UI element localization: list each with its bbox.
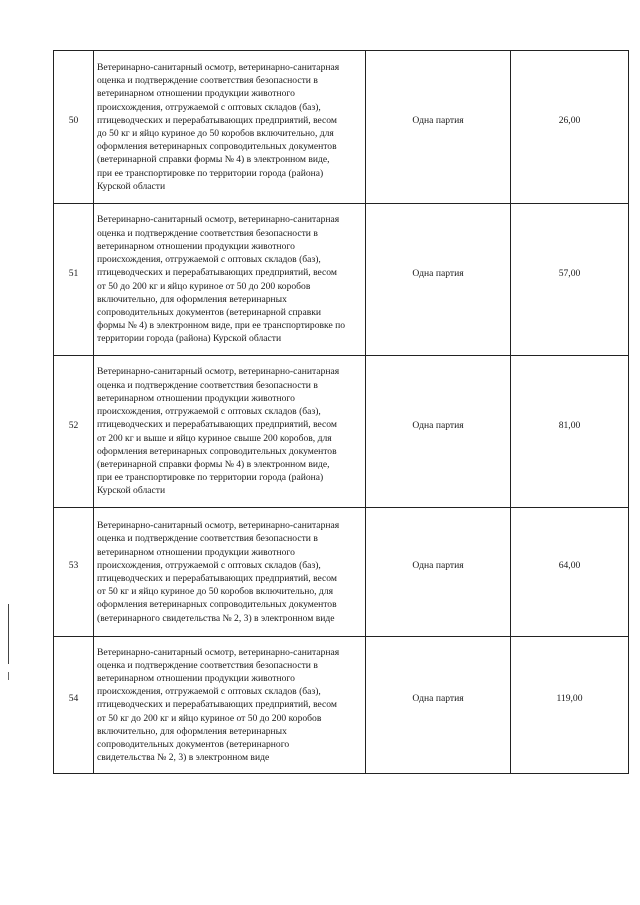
- table-row: [54, 508, 629, 637]
- scan-margin-mark: [8, 604, 9, 664]
- price-value: 119,00: [511, 637, 629, 774]
- row-number: 52: [54, 356, 94, 508]
- row-number: 53: [54, 508, 94, 637]
- service-description: Ветеринарно-санитарный осмотр, ветеринарно-санитарная оценка и подтверждение соответствия безопасности в ветеринарном отношении продукции животного происхождения, отгружаемой с оптовых складов (баз), птицеводческих и перерабатывающих предприятий, весом от 50 до 200 кг и яйцо куриное от 50 до 200 коробов включительно, для оформления ветеринарных сопроводительных документов (ветеринарной справки формы № 4) в электронном виде, при ее транспортировке по территории города (района) Курской области: [94, 204, 366, 356]
- price-value: 26,00: [511, 51, 629, 204]
- service-description: Ветеринарно-санитарный осмотр, ветеринарно-санитарная оценка и подтверждение соответствия безопасности в ветеринарном отношении продукции животного происхождения, отгружаемой с оптовых складов (баз), птицеводческих и перерабатывающих предприятий, весом до 50 кг и яйцо куриное до 50 коробов включительно, для оформления ветеринарных сопроводительных документов (ветеринарной справки формы № 4) в электронном виде, при ее транспортировке по территории города (района) Курской области: [94, 51, 366, 204]
- unit-of-measure: Одна партия: [366, 356, 511, 508]
- table-row: [54, 356, 629, 508]
- price-value: 81,00: [511, 356, 629, 508]
- service-description: Ветеринарно-санитарный осмотр, ветеринарно-санитарная оценка и подтверждение соответствия безопасности в ветеринарном отношении продукции животного происхождения, отгружаемой с оптовых складов (баз), птицеводческих и перерабатывающих предприятий, весом от 50 кг и яйцо куриное до 50 коробов включительно, для оформления ветеринарных сопроводительных документов (ветеринарного свидетельства № 2, 3) в электронном виде: [94, 508, 366, 637]
- scan-margin-mark: [8, 672, 9, 680]
- services-price-table: [53, 50, 629, 774]
- unit-of-measure: Одна партия: [366, 204, 511, 356]
- price-value: 57,00: [511, 204, 629, 356]
- table-row: [54, 51, 629, 204]
- table-row: [54, 204, 629, 356]
- unit-of-measure: Одна партия: [366, 508, 511, 637]
- row-number: 50: [54, 51, 94, 204]
- service-description: Ветеринарно-санитарный осмотр, ветеринарно-санитарная оценка и подтверждение соответствия безопасности в ветеринарном отношении продукции животного происхождения, отгружаемой с оптовых складов (баз), птицеводческих и перерабатывающих предприятий, весом от 200 кг и выше и яйцо куриное свыше 200 коробов, для оформления ветеринарных сопроводительных документов (ветеринарной справки формы № 4) в электронном виде, при ее транспортировке по территории города (района) Курской области: [94, 356, 366, 508]
- unit-of-measure: Одна партия: [366, 637, 511, 774]
- row-number: 51: [54, 204, 94, 356]
- table-row: [54, 637, 629, 774]
- price-value: 64,00: [511, 508, 629, 637]
- unit-of-measure: Одна партия: [366, 51, 511, 204]
- service-description: Ветеринарно-санитарный осмотр, ветеринарно-санитарная оценка и подтверждение соответствия безопасности в ветеринарном отношении продукции животного происхождения, отгружаемой с оптовых складов (баз), птицеводческих и перерабатывающих предприятий, весом от 50 кг до 200 кг и яйцо куриное от 50 до 200 коробов включительно, для оформления ветеринарных сопроводительных документов (ветеринарного свидетельства № 2, 3) в электронном виде: [94, 637, 366, 774]
- row-number: 54: [54, 637, 94, 774]
